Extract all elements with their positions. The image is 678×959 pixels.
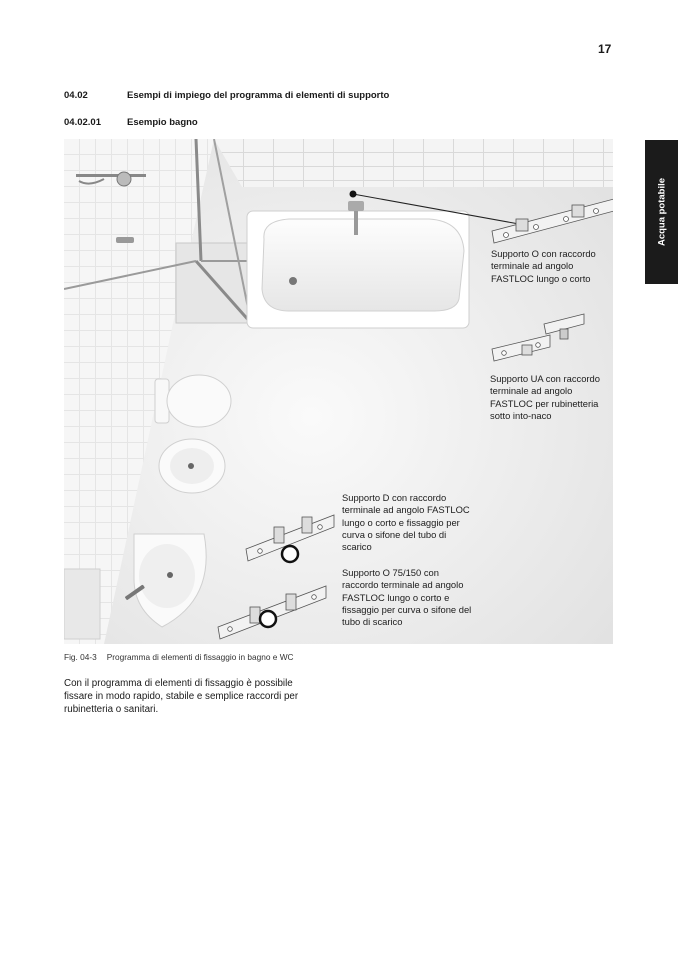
section-title: Esempi di impiego del programma di elementi di supporto <box>127 90 390 101</box>
section-number: 04.02 <box>64 90 88 101</box>
top-wall-tiles <box>214 139 613 187</box>
side-tab <box>645 140 678 284</box>
caption-text: Programma di elementi di fissaggio in bagno e WC <box>106 652 294 662</box>
figure-caption <box>64 652 294 662</box>
bathroom-illustration <box>64 139 613 644</box>
body-paragraph: Con il programma di elementi di fissaggio è possibile fissare in modo rapido, stabile e semplice raccordi per rubinetteria o sanitari. <box>64 678 299 716</box>
subsection-title: Esempio bagno <box>127 117 198 128</box>
bidet <box>159 439 225 493</box>
callout-supporto-ua: Supporto UA con raccordo terminale ad angolo FASTLOC per rubinetteria sotto into-naco <box>490 373 600 421</box>
callout-supporto-o: Supporto O con raccordo terminale ad angolo FASTLOC lungo o corto <box>491 248 596 284</box>
side-tab-label: Acqua potabile <box>656 177 667 247</box>
subsection-number: 04.02.01 <box>64 117 101 128</box>
callout-supporto-d: Supporto D con raccordo terminale ad angolo FASTLOC lungo o corto e fissaggio per curva o sifone del tubo di scarico <box>342 492 470 553</box>
toilet <box>155 375 231 427</box>
callout-supporto-o75: Supporto O 75/150 con raccordo terminale ad angolo FASTLOC lungo o corto e fissaggio per curva o sifone del tubo di scarico <box>342 567 472 628</box>
page-number: 17 <box>598 42 612 56</box>
leader-dot <box>350 191 357 198</box>
caption-label: Fig. 04-3 <box>64 652 97 662</box>
bathtub <box>247 201 469 328</box>
